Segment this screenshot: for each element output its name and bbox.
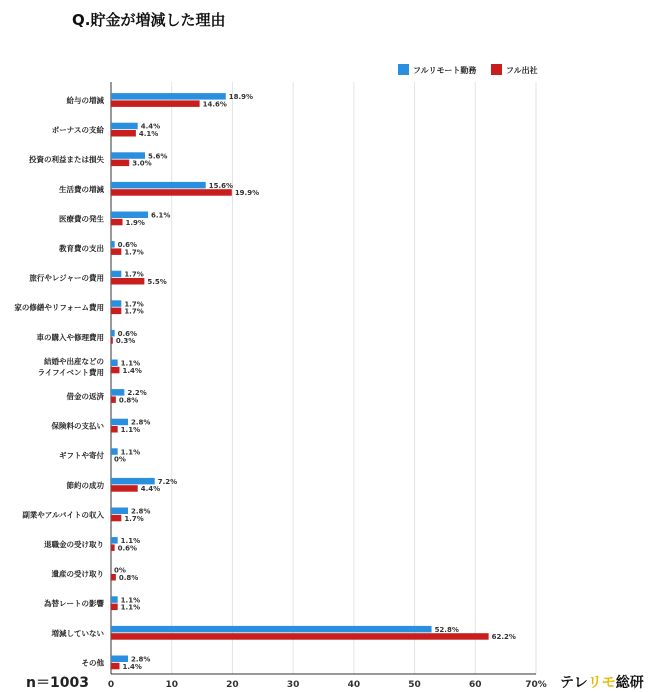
bar-full-remote (111, 300, 121, 307)
bar-full-remote (111, 537, 118, 544)
category-label: 副業やアルバイトの収入 (22, 510, 104, 520)
labels (14, 93, 546, 690)
bar-full-office (111, 515, 121, 522)
data-label: 5.6% (148, 152, 168, 161)
bar-full-office (111, 100, 200, 107)
bar-full-office (111, 130, 136, 137)
x-tick-label: 10 (165, 680, 178, 690)
legend-label: フル出社 (506, 66, 538, 75)
category-label: 旅行やレジャーの費用 (29, 273, 104, 283)
category-label: 結婚や出産などの (44, 356, 104, 366)
category-label: ライフイベント費用 (37, 367, 104, 377)
bars (111, 93, 489, 669)
bar-full-office (111, 426, 118, 433)
data-label: 0.8% (118, 574, 139, 582)
bar-full-remote (111, 152, 145, 159)
bar-full-office (111, 544, 115, 551)
data-label: 14.6% (202, 100, 227, 109)
bar-full-remote (111, 241, 115, 248)
data-label: 2.2% (127, 389, 147, 398)
bar-full-remote (111, 656, 128, 663)
data-label: 1.1% (120, 537, 141, 546)
data-label: 1.4% (122, 662, 142, 671)
category-label: ギフトや寄付 (59, 451, 104, 461)
data-label: 0.6% (117, 329, 138, 338)
data-label: 4.4% (140, 485, 161, 494)
sample-size: n＝1003 (26, 675, 89, 691)
x-tick-label: 50 (408, 680, 421, 690)
category-label: 保険料の支払い (51, 421, 104, 431)
data-label: 18.9% (228, 93, 254, 102)
category-label: 借金の返済 (66, 392, 104, 401)
bar-full-remote (111, 212, 148, 219)
data-label: 0.6% (117, 241, 138, 250)
category-label: 増減していない (51, 628, 104, 638)
bar-full-office (111, 337, 113, 344)
category-label: 為替レートの影響 (44, 599, 104, 609)
bar-full-remote (111, 626, 432, 633)
data-label: 1.4% (122, 366, 142, 375)
category-label: 節約の成功 (66, 480, 104, 490)
legend-swatch (491, 64, 502, 75)
brand-logo (560, 672, 644, 692)
bar-full-remote (111, 448, 118, 455)
data-label: 62.2% (491, 633, 516, 642)
data-label: 1.1% (120, 603, 141, 612)
category-label: ボーナスの支給 (51, 125, 104, 135)
data-label: 5.5% (147, 278, 167, 286)
data-label: 1.1% (120, 596, 141, 605)
legend (398, 64, 538, 75)
data-label: 52.8% (434, 625, 459, 634)
legend-swatch (398, 64, 409, 75)
bar-full-office (111, 189, 232, 196)
bar-full-office (111, 396, 116, 403)
data-label: 2.8% (131, 655, 151, 664)
data-label: 2.8% (131, 507, 151, 516)
category-label: 医療費の発生 (59, 214, 104, 224)
bar-full-office (111, 219, 123, 226)
data-label: 1.7% (124, 514, 144, 523)
bar-full-remote (111, 271, 121, 278)
data-label: 4.1% (138, 130, 159, 138)
bar-full-remote (111, 596, 118, 603)
bar-full-remote (111, 360, 118, 367)
data-label: 1.7% (124, 248, 144, 257)
category-label: 家の修繕やリフォーム費用 (14, 303, 104, 313)
bar-full-office (111, 248, 121, 255)
category-label: その他 (81, 658, 104, 668)
data-label: 15.6% (208, 181, 234, 190)
data-label: 0.6% (117, 544, 138, 553)
data-label: 0.3% (115, 337, 136, 346)
bar-full-remote (111, 330, 115, 337)
bar-full-office (111, 574, 116, 581)
data-label: 1.7% (124, 300, 144, 309)
legend-label: フルリモート勤務 (413, 66, 477, 75)
data-label: 1.7% (124, 270, 144, 279)
bar-full-remote (111, 93, 226, 100)
data-label: 1.7% (124, 307, 144, 316)
data-label: 2.8% (131, 418, 151, 427)
x-tick-label: 0 (107, 680, 115, 690)
data-label: 0% (114, 566, 126, 575)
brand-part-3: 総研 (615, 675, 644, 691)
x-tick-label: 60 (469, 680, 482, 690)
bar-full-remote (111, 478, 155, 485)
category-label: 生活費の増減 (59, 184, 104, 194)
data-label: 1.1% (120, 426, 141, 434)
grid-lines (111, 82, 536, 674)
category-label: 退職金の受け取り (44, 540, 104, 549)
data-label: 3.0% (132, 159, 152, 168)
bar-full-office (111, 633, 489, 640)
data-label: 1.9% (125, 218, 145, 227)
data-label: 7.2% (157, 477, 178, 486)
x-tick-label: 30 (286, 680, 300, 690)
data-label: 0.8% (118, 396, 139, 405)
bar-full-office (111, 485, 138, 492)
bar-full-office (111, 278, 144, 285)
category-label: 給与の増減 (66, 96, 104, 105)
bar-full-remote (111, 419, 128, 426)
brand-part-1: テレ (560, 675, 588, 691)
bar-full-remote (111, 508, 128, 515)
data-label: 0% (114, 455, 126, 464)
data-label: 6.1% (151, 211, 171, 220)
bar-full-office (111, 604, 118, 611)
x-tick-label: 40 (347, 680, 361, 690)
x-tick-label: 70% (525, 680, 547, 690)
chart-title: Q.貯金が増減した理由 (72, 11, 226, 29)
bar-full-remote (111, 389, 124, 396)
bar-full-office (111, 663, 120, 670)
bar-full-remote (111, 182, 206, 189)
x-tick-label: 20 (226, 680, 239, 690)
bar-full-office (111, 160, 129, 167)
bar-full-office (111, 308, 121, 315)
data-label: 19.9% (234, 189, 260, 198)
data-label: 4.4% (140, 122, 161, 131)
category-label: 遺産の受け取り (51, 569, 104, 579)
category-label: 車の購入や修理費用 (36, 332, 104, 342)
data-label: 1.1% (120, 448, 141, 457)
data-label: 1.1% (120, 359, 141, 368)
brand-part-2: リモ (587, 675, 616, 691)
bar-full-remote (111, 123, 138, 130)
category-label: 教育費の支出 (59, 244, 104, 253)
category-label: 投資の利益または損失 (29, 155, 104, 165)
bar-full-office (111, 367, 120, 374)
